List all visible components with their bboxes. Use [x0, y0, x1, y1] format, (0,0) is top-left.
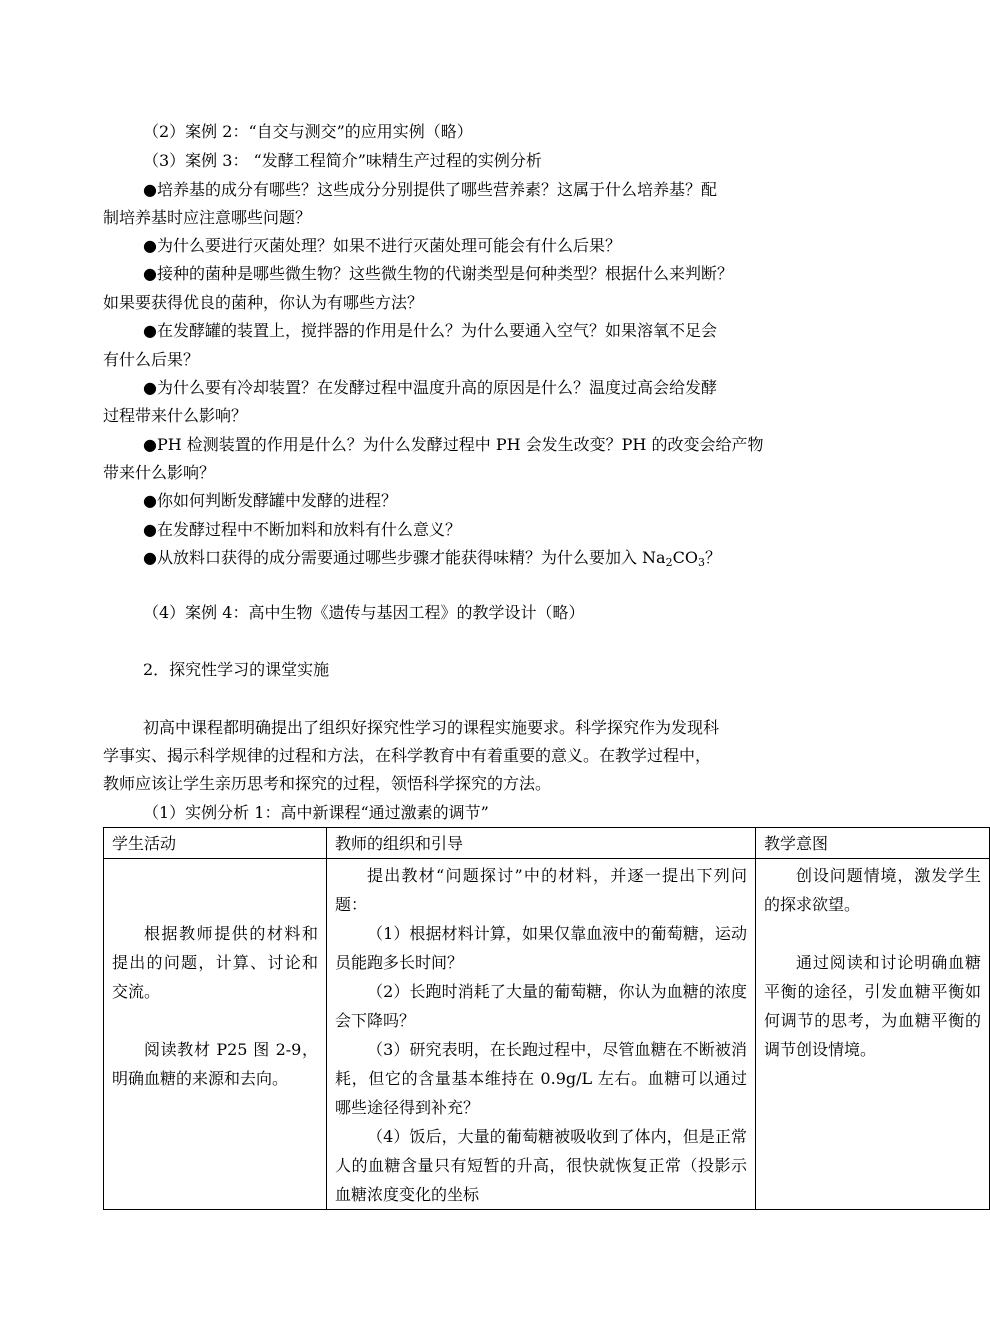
- intro-line-3: 教师应该让学生亲历思考和探究的过程，领悟科学探究的方法。: [103, 774, 552, 793]
- teaching-intent-cell: [756, 859, 990, 1210]
- carbonate-co: CO: [672, 548, 698, 567]
- teacher-question-4: （4）饭后，大量的葡萄糖被吸收到了体内，但是正常人的血糖含量只有短暂的升高，很快就恢复正常（投影示血糖浓度变化的坐标: [335, 1127, 747, 1204]
- student-activity-cell: [104, 859, 327, 1210]
- teacher-guidance-cell: [327, 859, 756, 1210]
- intro-line-1: 初高中课程都明确提出了组织好探究性学习的课程实施要求。科学探究作为发现科: [143, 718, 720, 737]
- case3-line: （3）案例 3： “发酵工程简介”味精生产过程的实例分析: [143, 151, 542, 170]
- question-3-line-1: ●接种的菌种是哪些微生物？这些微生物的代谢类型是何种类型？根据什么来判断？: [143, 264, 733, 283]
- question-1-line-2: 制培养基时应注意哪些问题？: [103, 208, 312, 227]
- question-5-line-2: 过程带来什么影响？: [103, 406, 248, 425]
- question-7-line: ●你如何判断发酵罐中发酵的进程？: [143, 491, 397, 510]
- teacher-question-1: （1）根据材料计算，如果仅靠血液中的葡萄糖，运动员能跑多长时间？: [335, 924, 747, 972]
- question-9-text: ●从放料口获得的成分需要通过哪些步骤才能获得味精？为什么要加入 Na: [143, 548, 666, 567]
- question-6-line-1: ●PH 检测装置的作用是什么？为什么发酵过程中 PH 会发生改变？PH 的改变会给产物: [143, 435, 764, 454]
- student-activity-paragraph-2: 阅读教材 P25 图 2-9，明确血糖的来源和去向。: [112, 1040, 318, 1088]
- subscript-2: 2: [665, 556, 673, 569]
- table-header-row: [104, 828, 990, 859]
- student-activity-paragraph-1: 根据教师提供的材料和提出的问题，计算、讨论和交流。: [112, 924, 318, 1001]
- table-row: [104, 859, 990, 1210]
- question-8-line: ●在发酵过程中不断加料和放料有什么意义？: [143, 520, 461, 539]
- teacher-question-2: （2）长跑时消耗了大量的葡萄糖，你认为血糖的浓度会下降吗？: [335, 982, 747, 1030]
- question-2-line: ●为什么要进行灭菌处理？如果不进行灭菌处理可能会有什么后果？: [143, 236, 621, 255]
- example-1-caption: （1）实例分析 1：高中新课程“通过激素的调节”: [143, 803, 489, 822]
- question-9-end: ？: [704, 548, 721, 567]
- case2-line: （2）案例 2：“自交与测交”的应用实例（略）: [143, 122, 473, 141]
- header-teacher-guidance: 教师的组织和引导: [327, 828, 756, 859]
- question-9-line: [143, 544, 721, 577]
- question-4-line-2: 有什么后果？: [103, 350, 200, 369]
- intro-line-2: 学事实、揭示科学规律的过程和方法，在科学教育中有着重要的意义。在教学过程中，: [103, 746, 712, 765]
- case4-line: （4）案例 4：高中生物《遗传与基因工程》的教学设计（略）: [143, 603, 585, 622]
- section-2-heading: 2．探究性学习的课堂实施: [143, 660, 330, 679]
- question-6-line-2: 带来什么影响？: [103, 463, 216, 482]
- intent-paragraph-1: 创设问题情境，激发学生的探求欲望。: [764, 866, 981, 914]
- question-1-line-1: ●培养基的成分有哪些？这些成分分别提供了哪些营养素？这属于什么培养基？配: [143, 180, 717, 199]
- question-3-line-2: 如果要获得优良的菌种，你认为有哪些方法？: [103, 293, 424, 312]
- teacher-question-3: （3）研究表明，在长跑过程中，尽管血糖在不断被消耗，但它的含量基本维持在 0.9g/L 左右。血糖可以通过哪些途径得到补充？: [335, 1040, 747, 1117]
- intent-paragraph-2: 通过阅读和讨论明确血糖平衡的途径，引发血糖平衡如何调节的思考，为血糖平衡的调节创设情境。: [764, 953, 981, 1059]
- question-4-line-1: ●在发酵罐的装置上，搅拌器的作用是什么？为什么要通入空气？如果溶氧不足会: [143, 321, 717, 340]
- lesson-table: [103, 827, 990, 1210]
- header-student-activity: 学生活动: [104, 828, 327, 859]
- subscript-3: 3: [697, 556, 705, 569]
- teacher-intro-paragraph: 提出教材“问题探讨”中的材料，并逐一提出下列问题：: [335, 866, 747, 914]
- header-teaching-intent: 教学意图: [756, 828, 990, 859]
- question-5-line-1: ●为什么要有冷却装置？在发酵过程中温度升高的原因是什么？温度过高会给发酵: [143, 378, 717, 397]
